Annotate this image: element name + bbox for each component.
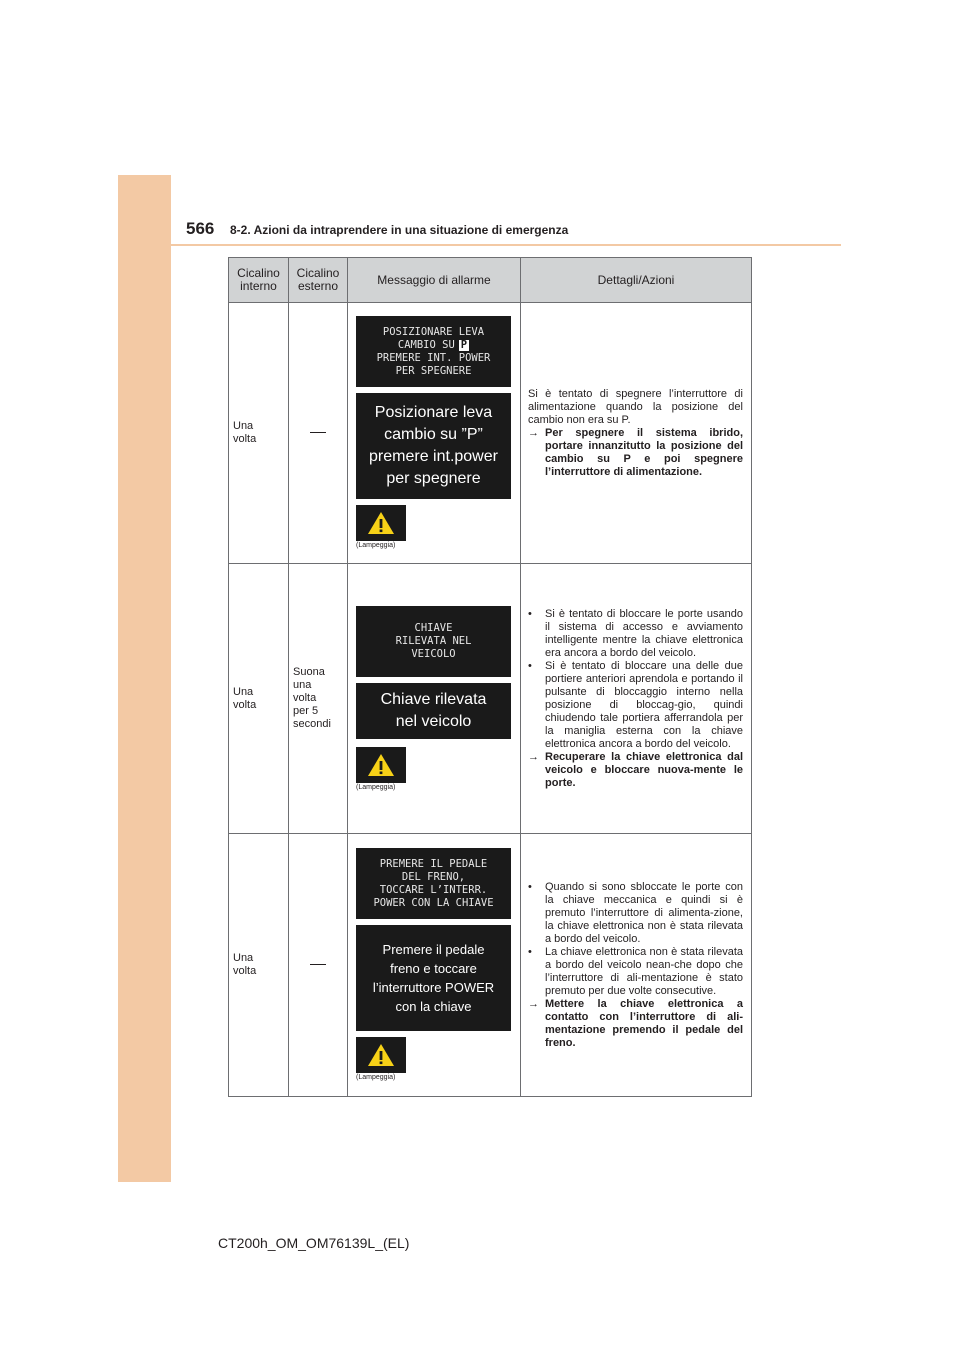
- action-arrow: →: [528, 750, 539, 763]
- lcd-message-display: [356, 316, 511, 387]
- dash: [310, 964, 326, 965]
- action-item: [528, 427, 743, 479]
- blink-label: (Lampeggia): [356, 1074, 396, 1081]
- internal-buzzer-cell: [229, 564, 289, 834]
- bullet-item: [528, 946, 743, 998]
- bullet-mark: •: [528, 659, 532, 672]
- blink-label: (Lampeggia): [356, 542, 396, 549]
- warning-light-box: [356, 505, 406, 541]
- action-text: Mettere la chiave elettronica a contatto con l’interruttore di ali-mentazione premendo il pedale del freno.: [545, 997, 743, 1049]
- header-message: Messaggio di allarme: [348, 258, 521, 303]
- message-cell: [348, 834, 521, 1097]
- blink-label: (Lampeggia): [356, 783, 396, 791]
- internal-buzzer-cell: [229, 834, 289, 1097]
- lcd-text: POSIZIONARE LEVA CAMBIO SU: [382, 325, 485, 351]
- message-cell: [348, 303, 521, 564]
- header-details: Dettagli/Azioni: [521, 258, 752, 303]
- header-external-label: Cicalino esterno: [296, 266, 340, 293]
- section-title: 8-2. Azioni da intraprendere in una situazione di emergenza: [230, 223, 569, 237]
- warning-triangle-icon: [367, 511, 395, 535]
- detail-text: Si è tentato di spegnere l’interruttore di alimentazione quando la posizione del cambio non era su P.: [528, 387, 743, 426]
- header-internal-label: Cicalino interno: [237, 266, 280, 293]
- bullet-text: La chiave elettronica non è stata rilevata a bordo del veicolo nean-che dopo che l’interruttore di ali-mentazione è stato premuto per due volte consecutive.: [545, 945, 743, 997]
- action-text: Per spegnere il sistema ibrido, portare innanzitutto la posizione del cambio su P e poi spegnere l’interruttore di alimentazione.: [545, 426, 743, 478]
- message-cell: [348, 564, 521, 834]
- document-code: CT200h_OM_OM76139L_(EL): [218, 1235, 410, 1251]
- bullet-item: [528, 881, 743, 946]
- internal-buzzer-text: Una volta: [233, 685, 257, 711]
- external-buzzer-text: Suona una volta per 5 secondi: [293, 666, 331, 730]
- alarm-table: [228, 257, 752, 1097]
- bullet-item: [528, 608, 743, 660]
- header-rule: [171, 244, 841, 246]
- lcd-text-2: PREMERE INT. POWER PER SPEGNERE: [376, 351, 491, 377]
- details-cell: [521, 834, 752, 1097]
- warning-triangle-icon: [367, 753, 395, 777]
- mid-message-display: Premere il pedale freno e toccare l’interruttore POWER con la chiave: [356, 925, 511, 1031]
- details-cell: [521, 303, 752, 564]
- mid-message-display: Posizionare leva cambio su ”P” premere int.power per spegnere: [356, 393, 511, 499]
- warning-light-box: [356, 747, 406, 783]
- mid-message-display: Chiave rilevata nel veicolo: [356, 683, 511, 739]
- internal-buzzer-cell: [229, 303, 289, 564]
- external-buzzer-cell: [289, 564, 348, 834]
- bullet-text: Quando si sono sbloccate le porte con la chiave meccanica e quindi si è premuto l’interruttore di alimenta-zione, la chiave elettronica non è stata rilevata a bordo del veicolo.: [545, 880, 743, 945]
- table-header-row: [229, 258, 752, 303]
- warning-light-box: [356, 1037, 406, 1073]
- action-item: [528, 998, 743, 1050]
- action-item: [528, 751, 743, 790]
- header-internal-buzzer: [229, 258, 289, 303]
- lcd-message-display: PREMERE IL PEDALE DEL FRENO, TOCCARE L’INTERR. POWER CON LA CHIAVE: [356, 848, 511, 919]
- details-cell: [521, 564, 752, 834]
- external-buzzer-cell: [289, 834, 348, 1097]
- external-buzzer-cell: [289, 303, 348, 564]
- action-text: Recuperare la chiave elettronica dal veicolo e bloccare nuova-mente le porte.: [545, 750, 743, 789]
- p-position-icon: P: [460, 338, 468, 351]
- warning-triangle-icon: [367, 1043, 395, 1067]
- header-external-buzzer: [289, 258, 348, 303]
- bullet-mark: •: [528, 880, 532, 893]
- bullet-item: [528, 660, 743, 751]
- internal-buzzer-text: Una volta: [233, 420, 257, 445]
- internal-buzzer-text: Una volta: [233, 952, 257, 977]
- table-row: [229, 564, 752, 834]
- action-arrow: →: [528, 426, 539, 439]
- action-arrow: →: [528, 997, 539, 1010]
- bullet-text: Si è tentato di bloccare una delle due portiere anteriori aprendola e portando il pulsante di bloccaggio interno nella posizione di bloccag-gio, quindi chiudendo tale portiera afferrandola per la maniglia esterna con la chiave elettronica ancora a bordo del veicolo.: [545, 659, 743, 750]
- bullet-mark: •: [528, 945, 532, 958]
- table-row: [229, 303, 752, 564]
- side-band: [118, 175, 171, 1182]
- dash: [310, 432, 326, 433]
- table-row: [229, 834, 752, 1097]
- page-number: 566: [186, 219, 215, 238]
- bullet-text: Si è tentato di bloccare le porte usando il sistema di accesso e avviamento intelligente mentre la chiave elettronica era ancora a bordo del veicolo.: [545, 607, 743, 659]
- bullet-mark: •: [528, 607, 532, 620]
- lcd-message-display: CHIAVE RILEVATA NEL VEICOLO: [356, 606, 511, 677]
